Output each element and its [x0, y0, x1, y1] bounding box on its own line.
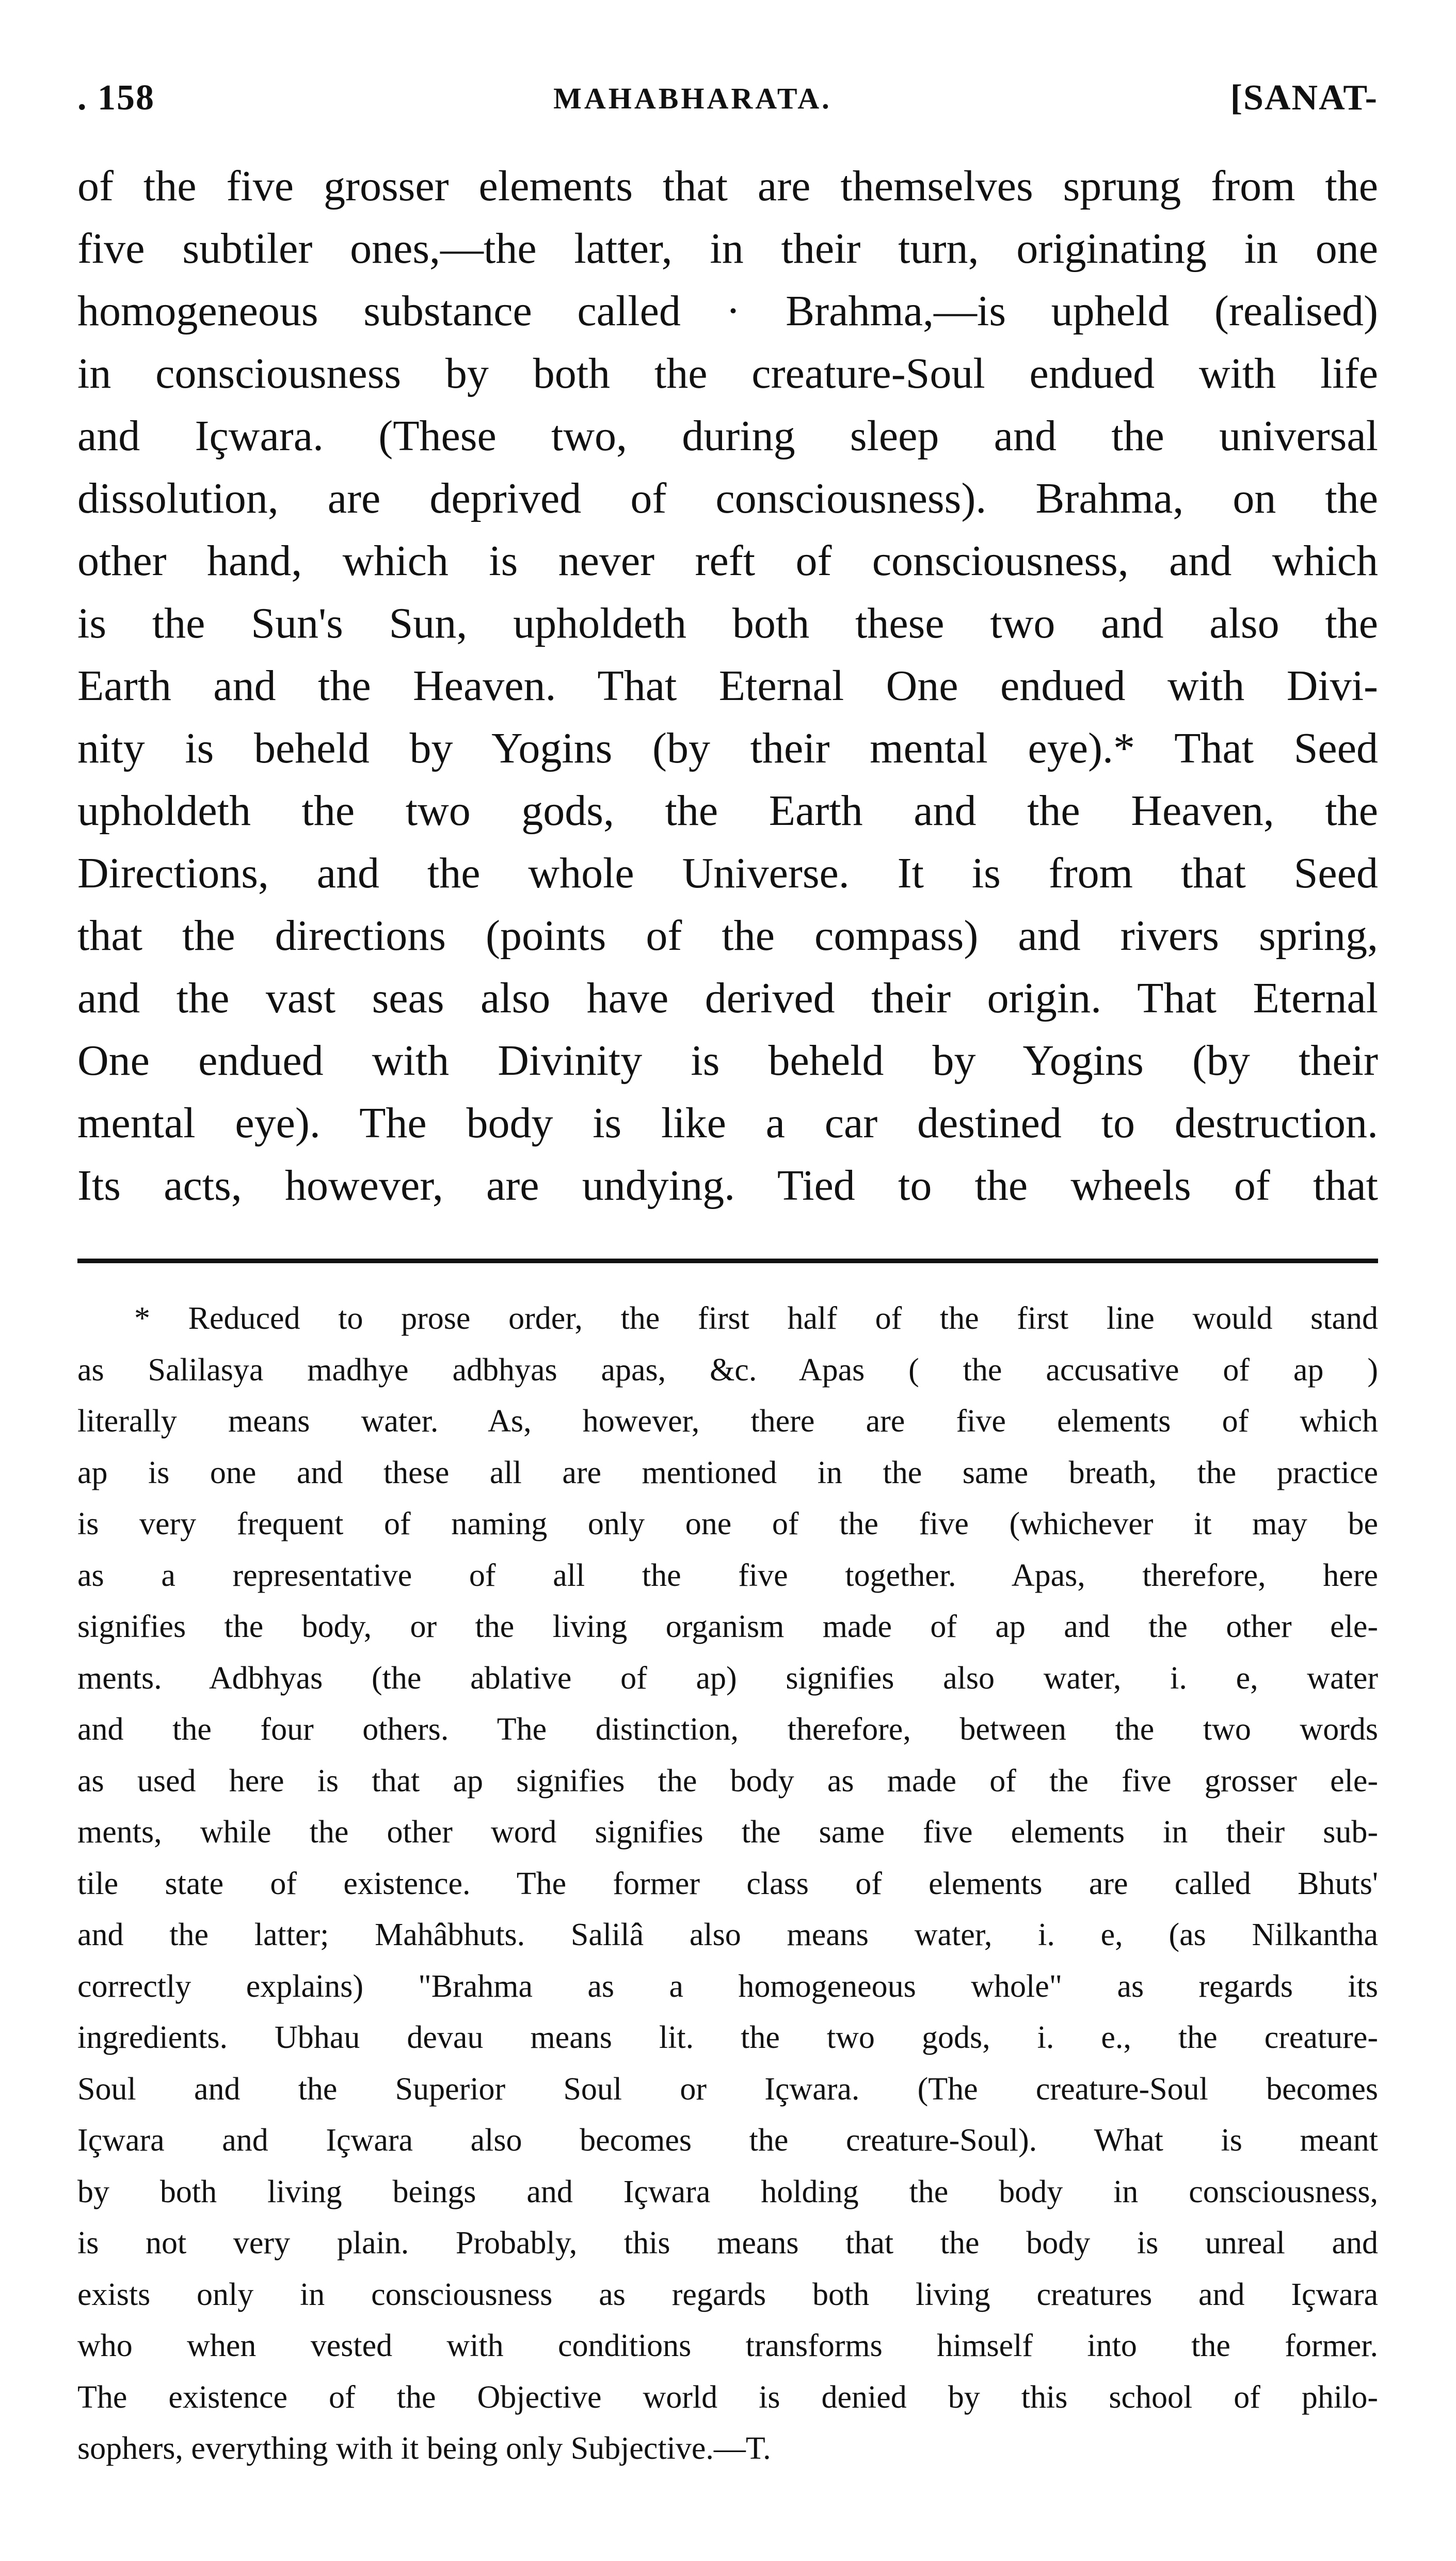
body-line: homogeneous substance called · Brahma,—is upheld (realised) — [77, 287, 1378, 335]
footnote-line: Içwara and Içwara also becomes the creature-Soul). What is meant — [77, 2123, 1378, 2158]
footnote-line: signifies the body, or the living organism made of ap and the other ele- — [77, 1609, 1378, 1644]
footnote-line: as a representative of all the five together. Apas, therefore, here — [77, 1557, 1378, 1593]
footnote-line: Soul and the Superior Soul or Içwara. (The creature-Soul becomes — [77, 2071, 1378, 2107]
footnote-line: who when vested with conditions transforms himself into the former. — [77, 2328, 1378, 2363]
footnote-divider — [77, 1259, 1378, 1263]
body-line: dissolution, are deprived of consciousness). Brahma, on the — [77, 474, 1378, 522]
footnote-line: tile state of existence. The former class of elements are called Bhuts' — [77, 1866, 1378, 1901]
body-line: Its acts, however, are undying. Tied to the wheels of that — [77, 1162, 1378, 1210]
footnote-line: ingredients. Ubhau devau means lit. the two gods, i. e., the creature- — [77, 2020, 1378, 2055]
footnote-line: exists only in consciousness as regards both living creatures and Içwara — [77, 2277, 1378, 2312]
body-line: mental eye). The body is like a car destined to destruction. — [77, 1099, 1378, 1147]
footnote-line: ments, while the other word signifies the same five elements in their sub- — [77, 1815, 1378, 1850]
footnote-line: is very frequent of naming only one of the five (whichever it may be — [77, 1506, 1378, 1541]
body-line: Earth and the Heaven. That Eternal One endued with Divi- — [77, 662, 1378, 710]
body-line: and Içwara. (These two, during sleep and the universal — [77, 412, 1378, 460]
body-line: nity is beheld by Yogins (by their mental eye).* That Seed — [77, 724, 1378, 772]
body-line: Directions, and the whole Universe. It is from that Seed — [77, 849, 1378, 897]
body-line: five subtiler ones,—the latter, in their turn, originating in one — [77, 225, 1378, 273]
body-line: of the five grosser elements that are themselves sprung from the — [77, 162, 1378, 210]
footnote-line: is not very plain. Probably, this means that the body is unreal and — [77, 2225, 1378, 2261]
footnote — [77, 1293, 1378, 2475]
footnote-line: sophers, everything with it being only Subjective.—T. — [77, 2431, 771, 2466]
footnote-line: by both living beings and Içwara holding the body in consciousness, — [77, 2174, 1378, 2209]
body-line: that the directions (points of the compass) and rivers spring, — [77, 912, 1378, 960]
body-line: in consciousness by both the creature-Soul endued with life — [77, 349, 1378, 397]
body-line: other hand, which is never reft of consciousness, and which — [77, 537, 1378, 585]
footnote-line: as used here is that ap signifies the body as made of the five grosser ele- — [77, 1763, 1378, 1799]
running-title: MAHABHARATA. — [553, 81, 832, 115]
page-header — [77, 67, 1378, 129]
footnote-line: correctly explains) "Brahma as a homogeneous whole" as regards its — [77, 1968, 1378, 2004]
footnote-line: literally means water. As, however, there are five elements of which — [77, 1404, 1378, 1439]
main-text — [77, 155, 1378, 1217]
footnote-line: as Salilasya madhye adbhyas apas, &c. Apas ( the accusative of ap ) — [77, 1352, 1378, 1388]
footnote-line: ap is one and these all are mentioned in the same breath, the practice — [77, 1455, 1378, 1490]
footnote-line: and the latter; Mahâbhuts. Salilâ also means water, i. e, (as Nilkantha — [77, 1917, 1378, 1952]
footnote-line: and the four others. The distinction, therefore, between the two words — [77, 1712, 1378, 1747]
footnote-line: * Reduced to prose order, the first half of the first line would stand — [134, 1301, 1378, 1336]
body-line: upholdeth the two gods, the Earth and the Heaven, the — [77, 787, 1378, 835]
body-line: and the vast seas also have derived their origin. That Eternal — [77, 974, 1378, 1022]
footnote-line: ments. Adbhyas (the ablative of ap) signifies also water, i. e, water — [77, 1660, 1378, 1696]
body-line: is the Sun's Sun, upholdeth both these two and also the — [77, 599, 1378, 647]
body-line: One endued with Divinity is beheld by Yogins (by their — [77, 1037, 1378, 1085]
section-marker: [SANAT- — [1230, 78, 1378, 118]
page-number: . 158 — [77, 78, 155, 118]
footnote-line: The existence of the Objective world is denied by this school of philo- — [77, 2379, 1378, 2415]
